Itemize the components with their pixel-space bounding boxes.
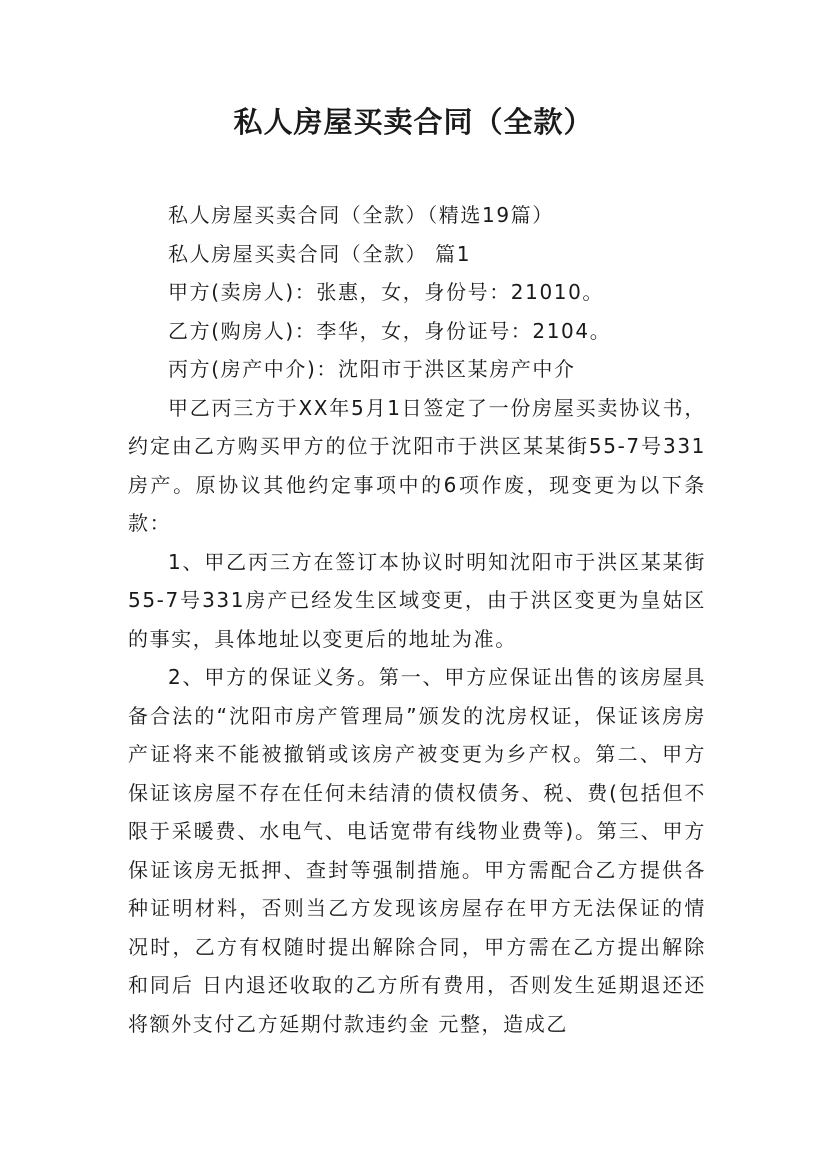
- party-c-line: 丙方(房产中介)：沈阳市于洪区某房产中介: [168, 357, 576, 381]
- clause-1-paragraph: 1、甲乙丙三方在签订本协议时明知沈阳市于洪区某某街55-7号331房产已经发生区域变更，由于洪区变更为皇姑区的事实，具体地址以变更后的地址为准。: [128, 549, 706, 651]
- subtitle-line: 私人房屋买卖合同（全款）（精选19篇）: [168, 203, 554, 227]
- intro-paragraph: 甲乙丙三方于XX年5月1日签定了一份房屋买卖协议书，约定由乙方购买甲方的位于沈阳市于洪区某某街55-7号331房产。原协议其他约定事项中的6项作废，现变更为以下条款：: [128, 395, 706, 535]
- document-body: [128, 196, 706, 1043]
- section-heading: 私人房屋买卖合同（全款） 篇1: [168, 241, 472, 266]
- document-title: 私人房屋买卖合同（全款）: [233, 105, 594, 139]
- party-a-line: 甲方(卖房人)：张惠，女，身份号：21010。: [168, 280, 605, 304]
- clause-2-paragraph: 2、甲方的保证义务。第一、甲方应保证出售的该房屋具备合法的“沈阳市房产管理局”颁发的沈房权证，保证该房房产证将来不能被撤销或该房产被变更为乡产权。第二、甲方保证该房屋不存在任何未结清的债权债务、税、费(包括但不限于采暖费、水电气、电话宽带有线物业费等)。第三、甲方保证该房无抵押、查封等强制措施。甲方需配合乙方提供各种证明材料，否则当乙方发现该房屋存在甲方无法保证的情况时，乙方有权随时提出解除合同，甲方需在乙方提出解除和同后 日内退还收取的乙方所有费用，否则发生延期退还还将额外支付乙方延期付款违约金 元整，造成乙: [128, 665, 706, 1036]
- party-b-line: 乙方(购房人)：李华，女，身份证号：2104。: [168, 318, 612, 343]
